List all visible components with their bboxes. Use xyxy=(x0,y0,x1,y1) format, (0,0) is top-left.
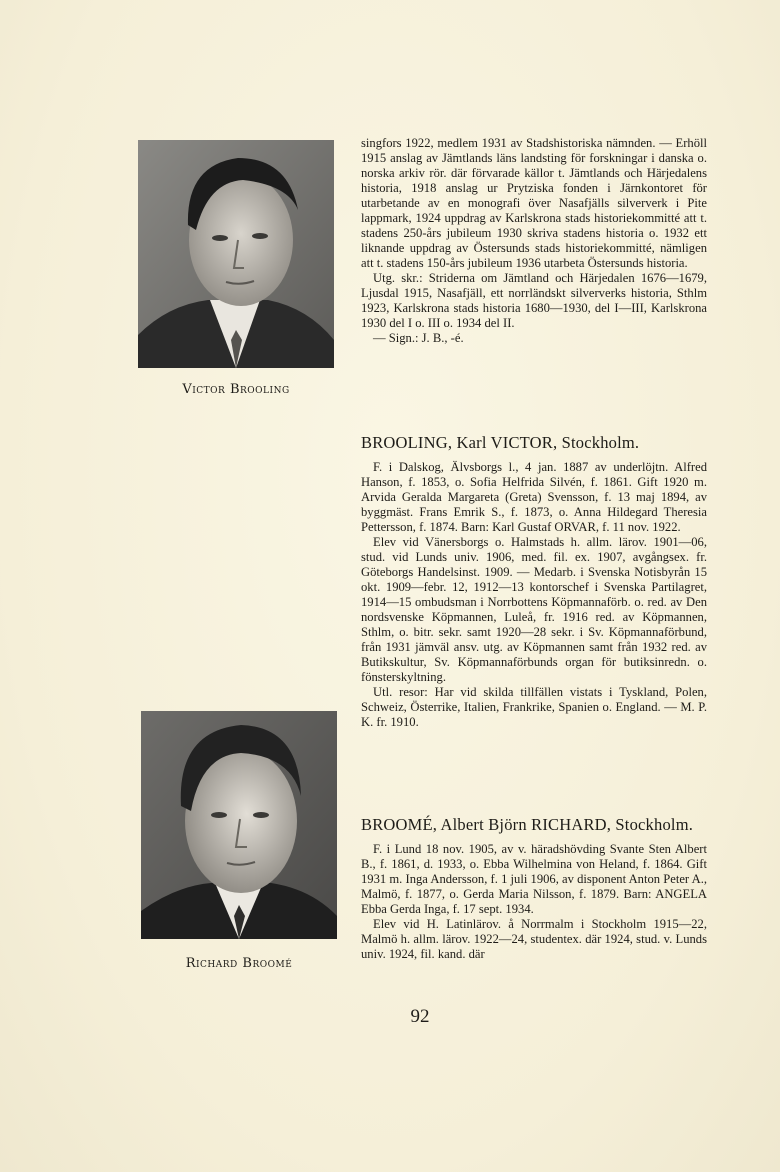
continued-paragraph-2: Utg. skr.: Striderna om Jämtland och Härjedalen 1676—1679, Ljusdal 1915, Nasafjäll, ett norrländskt silververks historia, Sthlm 1923, Karlskrona stads historia 1680—1930, del I—III, Karlskrona 1930 del I o. III o. 1934 del II. xyxy=(361,271,707,330)
portrait-photo-richard-broome xyxy=(141,711,337,939)
portrait-icon xyxy=(141,711,337,939)
brooling-paragraph-2: Elev vid Vänersborgs o. Halmstads h. allm. lärov. 1901—06, stud. vid Lunds univ. 1906, med. fil. ex. 1907, avgångsex. fr. Göteborgs Handelsinst. 1909. — Medarb. i Svenska Notisbyrån 15 okt. 1909—febr. 12, 1912—13 kontorschef i Svenska Partilagret, 1914—15 ombudsman i Norrbottens Köpmannaförb. o. red. av Den nordsvenske Köpmannen, Luleå, fr. 1916 red. av Köpmannen, Sthlm, o. bitr. sekr. samt 1920—28 sekr. i Sv. Köpmannaförbund, från 1931 jämväl ansv. utg. av Köpmannen samt från 1932 red. av Butikskultur, Sv. Köpmannaförbunds organ för butiksinredn. o. fönsterskyltning. xyxy=(361,535,707,684)
broome-paragraph-1: F. i Lund 18 nov. 1905, av v. häradshövding Svante Sten Albert B., f. 1861, d. 1933, o. Ebba Wilhelmina von Heland, f. 1864. Gift 1931 m. Inga Andersson, f. 1 juli 1906, av disponent Anton Peter A., Malmö, f. 1877, o. Gerda Maria Nilsson, f. 1879. Barn: ANGELA Ebba Gerda Inga, f. 17 sept. 1934. xyxy=(361,842,707,916)
portrait-icon xyxy=(138,140,334,368)
entry-text-brooling xyxy=(361,460,707,730)
broome-paragraph-2: Elev vid H. Latinlärov. å Norrmalm i Stockholm 1915—22, Malmö h. allm. lärov. 1922—24, studentex. där 1924, stud. v. Lunds univ. 1924, fil. kand. där xyxy=(361,917,707,961)
continued-paragraph-3: — Sign.: J. B., -é. xyxy=(373,331,464,345)
photo-caption-richard-broome: Richard Broomé xyxy=(185,956,293,971)
brooling-paragraph-3: Utl. resor: Har vid skilda tillfällen vistats i Tyskland, Polen, Schweiz, Österrike, Italien, Frankrike, Spanien o. England. — M. P. K. fr. 1910. xyxy=(361,685,707,729)
entry-heading-brooling: BROOLING, Karl VICTOR, Stockholm. xyxy=(361,433,640,452)
entry-text-broome xyxy=(361,842,707,962)
continued-entry-text xyxy=(361,136,707,346)
page-number: 92 xyxy=(410,1006,430,1027)
portrait-photo-victor-brooling xyxy=(138,140,334,368)
entry-heading-broome: BROOMÉ, Albert Björn RICHARD, Stockholm. xyxy=(361,815,694,834)
brooling-paragraph-1: F. i Dalskog, Älvsborgs l., 4 jan. 1887 av underlöjtn. Alfred Hanson, f. 1853, o. Sofia Helfrida Silvén, f. 1861. Gift 1920 m. Arvida Geralda Margareta (Greta) Svensson, f. 13 maj 1894, av byggmäst. Frans Emrik S., f. 1873, o. Anna Hildegard Theresia Pettersson, f. 1874. Barn: Karl Gustaf ORVAR, f. 11 nov. 1922. xyxy=(361,460,707,534)
continued-paragraph-1: singfors 1922, medlem 1931 av Stadshistoriska nämnden. — Erhöll 1915 anslag av Jämtlands läns landsting för forskningar i danska o. norska arkiv rör. där förvarade källor t. Jämtlands och Härjedalens historia, 1918 anslag ur Prytziska fonden i Järnkontoret för utarbetande av en monografi över Nasafjälls silververk i Pite lappmark, 1924 uppdrag av Karlskrona stads historiekommitté att t. stadens 250-års jubileum 1930 skriva stadens historia o. 1932 ett liknande uppdrag av Östersunds stads historiekommitté, nämligen att t. stadens 150-års jubileum 1936 utarbeta Östersunds historia. xyxy=(361,136,707,270)
photo-caption-victor-brooling: Victor Brooling xyxy=(182,382,290,397)
